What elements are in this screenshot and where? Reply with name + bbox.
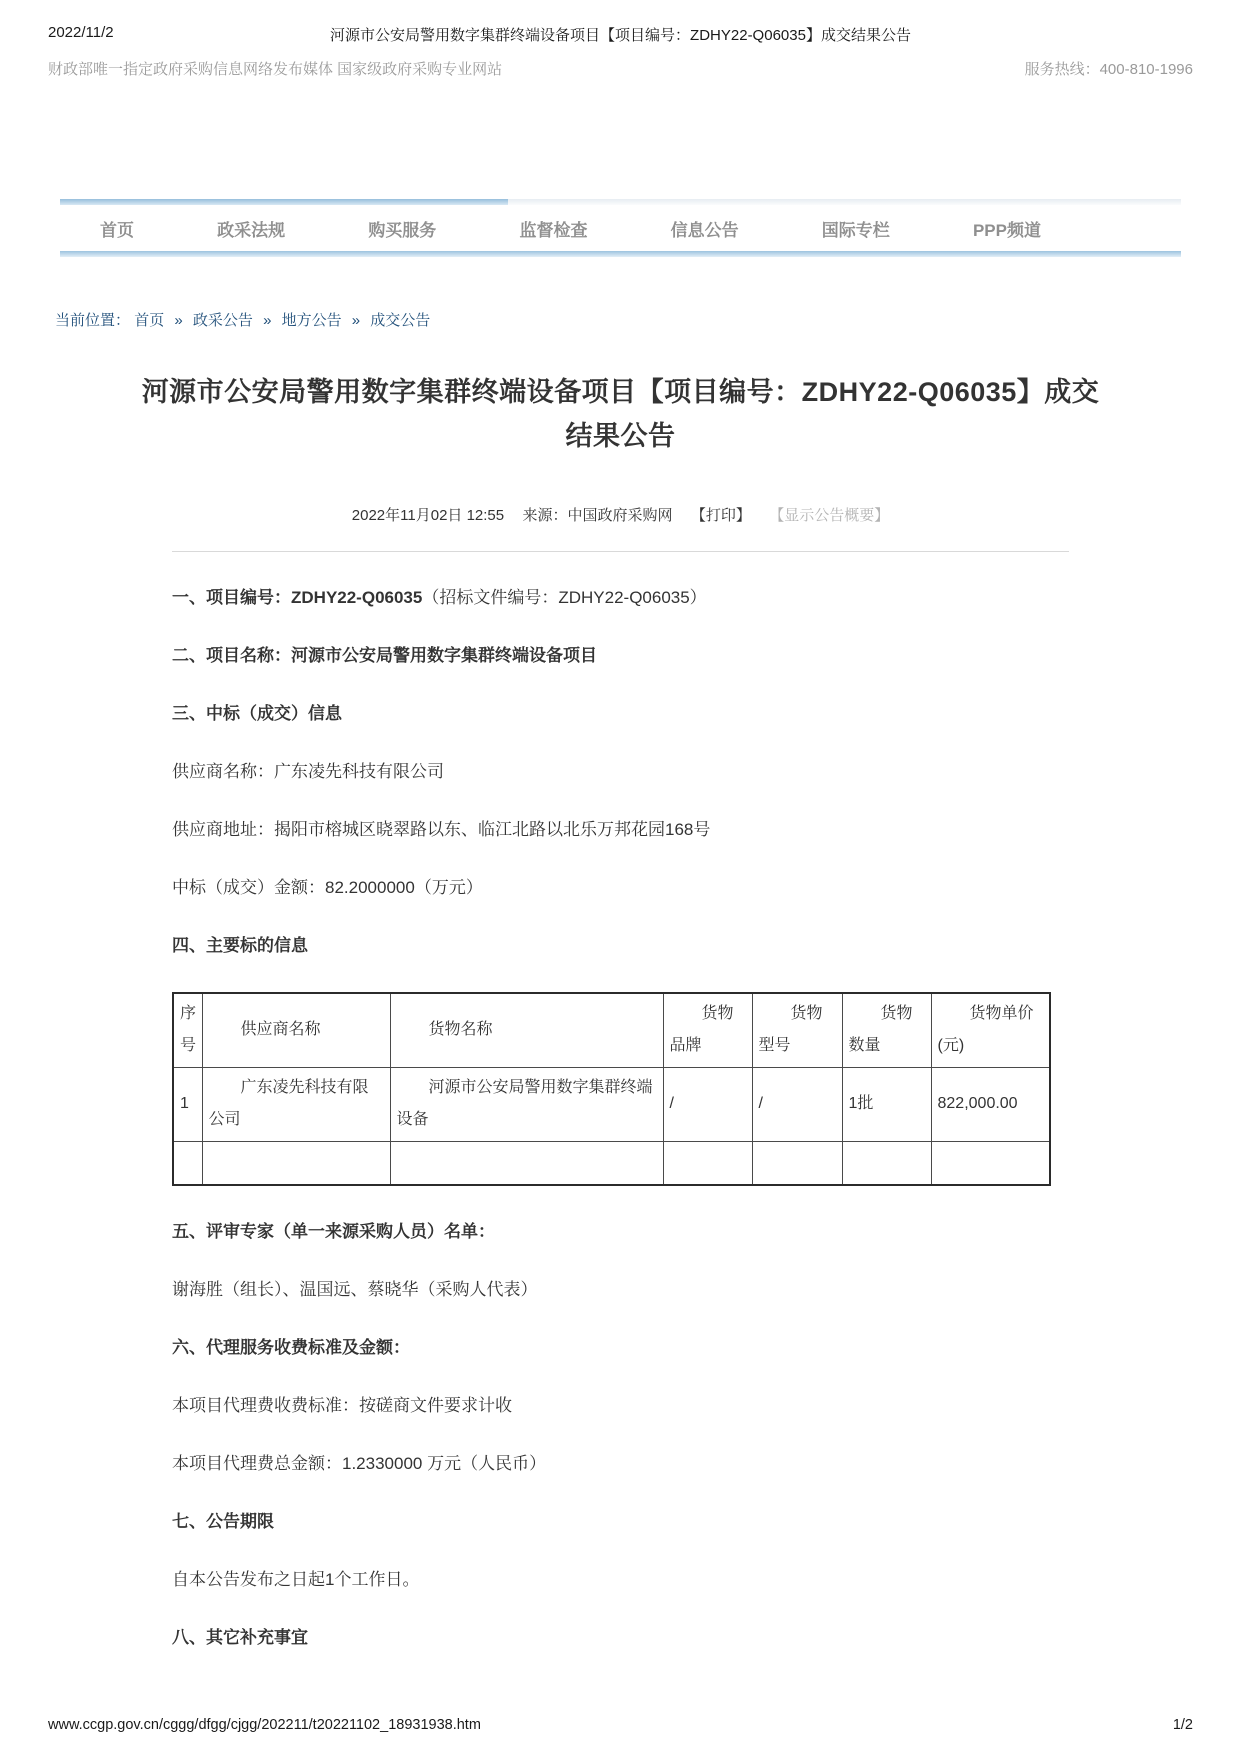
- nav-item-home[interactable]: 首页: [100, 220, 134, 240]
- nav-item-supervision[interactable]: 监督检查: [519, 220, 588, 240]
- meta-divider: [172, 551, 1069, 552]
- footer-page-number: 1/2: [1172, 1717, 1193, 1733]
- breadcrumb-label: 当前位置：: [55, 312, 131, 329]
- breadcrumb-link-home[interactable]: 首页: [134, 312, 165, 329]
- section-notice-period-heading: 七、公告期限: [172, 1512, 274, 1531]
- breadcrumb-link-local-announcements[interactable]: 地方公告: [281, 312, 342, 329]
- nav-item-procurement-law[interactable]: 政采法规: [217, 220, 286, 240]
- table-row-empty: [173, 1141, 1050, 1185]
- breadcrumb: [55, 309, 1241, 330]
- section-main-items-heading: 四、主要标的信息: [172, 936, 308, 955]
- col-header-unit-price: 货物单价(元): [931, 993, 1050, 1067]
- cell-model: /: [752, 1067, 842, 1141]
- awarded-items-table: [172, 992, 1051, 1186]
- col-header-index: 序号: [173, 993, 202, 1067]
- supplier-address: 供应商地址：揭阳市榕城区晓翠路以东、临江北路以北乐万邦花园168号: [172, 820, 711, 839]
- agency-fee-standard: 本项目代理费收费标准：按磋商文件要求计收: [172, 1396, 512, 1415]
- print-document-title: 河源市公安局警用数字集群终端设备项目【项目编号：ZDHY22-Q06035】成交结果公告: [330, 27, 911, 44]
- nav-top-accent-line: [60, 199, 508, 205]
- agency-fee-total: 本项目代理费总金额：1.2330000 万元（人民币）: [172, 1454, 547, 1473]
- article-source: 来源：中国政府采购网: [522, 507, 673, 524]
- show-summary-button[interactable]: 【显示公告概要】: [769, 507, 890, 524]
- supplier-name: 供应商名称：广东凌先科技有限公司: [172, 762, 444, 781]
- cell-quantity: 1批: [842, 1067, 931, 1141]
- col-header-supplier: 供应商名称: [202, 993, 390, 1067]
- cell-goods-name: 河源市公安局警用数字集群终端设备: [390, 1067, 663, 1141]
- nav-item-announcements[interactable]: 信息公告: [670, 220, 739, 240]
- section-experts-heading: 五、评审专家（单一来源采购人员）名单：: [172, 1222, 495, 1241]
- notice-period: 自本公告发布之日起1个工作日。: [172, 1570, 420, 1589]
- section-other-matters-heading: 八、其它补充事宜: [172, 1628, 308, 1647]
- col-header-model: 货物型号: [752, 993, 842, 1067]
- col-header-quantity: 货物数量: [842, 993, 931, 1067]
- breadcrumb-separator: »: [174, 312, 183, 329]
- announcement-article: [71, 370, 1171, 1650]
- nav-item-international[interactable]: 国际专栏: [821, 220, 890, 240]
- site-masthead: [48, 58, 1193, 79]
- breadcrumb-link-procurement-announcements[interactable]: 政采公告: [192, 312, 253, 329]
- breadcrumb-link-award-announcements[interactable]: 成交公告: [370, 312, 431, 329]
- service-hotline: 服务热线：400-810-1996: [1024, 61, 1193, 78]
- print-footer: [48, 1717, 1193, 1733]
- page-title: 河源市公安局警用数字集群终端设备项目【项目编号：ZDHY22-Q06035】成交结果公告: [141, 377, 1100, 451]
- award-amount: 中标（成交）金额：82.2000000（万元）: [172, 878, 483, 897]
- col-header-goods-name: 货物名称: [390, 993, 663, 1067]
- footer-url: www.ccgp.gov.cn/cggg/dfgg/cjgg/202211/t20221102_18931938.htm: [48, 1717, 481, 1733]
- nav-top-track: [60, 199, 1181, 205]
- nav-bar: [60, 205, 1181, 251]
- table-header-row: [173, 993, 1050, 1067]
- section-project-number: 一、项目编号：ZDHY22-Q06035（招标文件编号：ZDHY22-Q06035）: [172, 588, 707, 607]
- nav-item-ppp-channel[interactable]: PPP频道: [972, 220, 1041, 240]
- cell-brand: /: [663, 1067, 752, 1141]
- print-date: 2022/11/2: [48, 24, 114, 41]
- print-button[interactable]: 【打印】: [690, 507, 751, 524]
- cell-index: 1: [173, 1067, 202, 1141]
- experts-list: 谢海胜（组长）、温国远、蔡晓华（采购人代表）: [172, 1280, 538, 1299]
- article-content: [172, 551, 1069, 1650]
- main-navigation: [60, 199, 1181, 257]
- site-tagline: 财政部唯一指定政府采购信息网络发布媒体 国家级政府采购专业网站: [48, 61, 503, 78]
- section-project-name: 二、项目名称：河源市公安局警用数字集群终端设备项目: [172, 646, 597, 665]
- breadcrumb-separator: »: [263, 312, 272, 329]
- table-row: [173, 1067, 1050, 1141]
- publish-datetime: 2022年11月02日 12:55: [351, 507, 505, 524]
- cell-supplier: 广东凌先科技有限公司: [202, 1067, 390, 1141]
- nav-bottom-accent-line: [60, 251, 1181, 257]
- article-meta: [71, 504, 1171, 525]
- print-header: [0, 0, 1241, 79]
- cell-unit-price: 822,000.00: [931, 1067, 1050, 1141]
- section-award-info-heading: 三、中标（成交）信息: [172, 704, 342, 723]
- col-header-brand: 货物品牌: [663, 993, 752, 1067]
- section-agency-fee-heading: 六、代理服务收费标准及金额：: [172, 1338, 410, 1357]
- breadcrumb-separator: »: [351, 312, 361, 329]
- nav-item-purchase-services[interactable]: 购买服务: [368, 220, 437, 240]
